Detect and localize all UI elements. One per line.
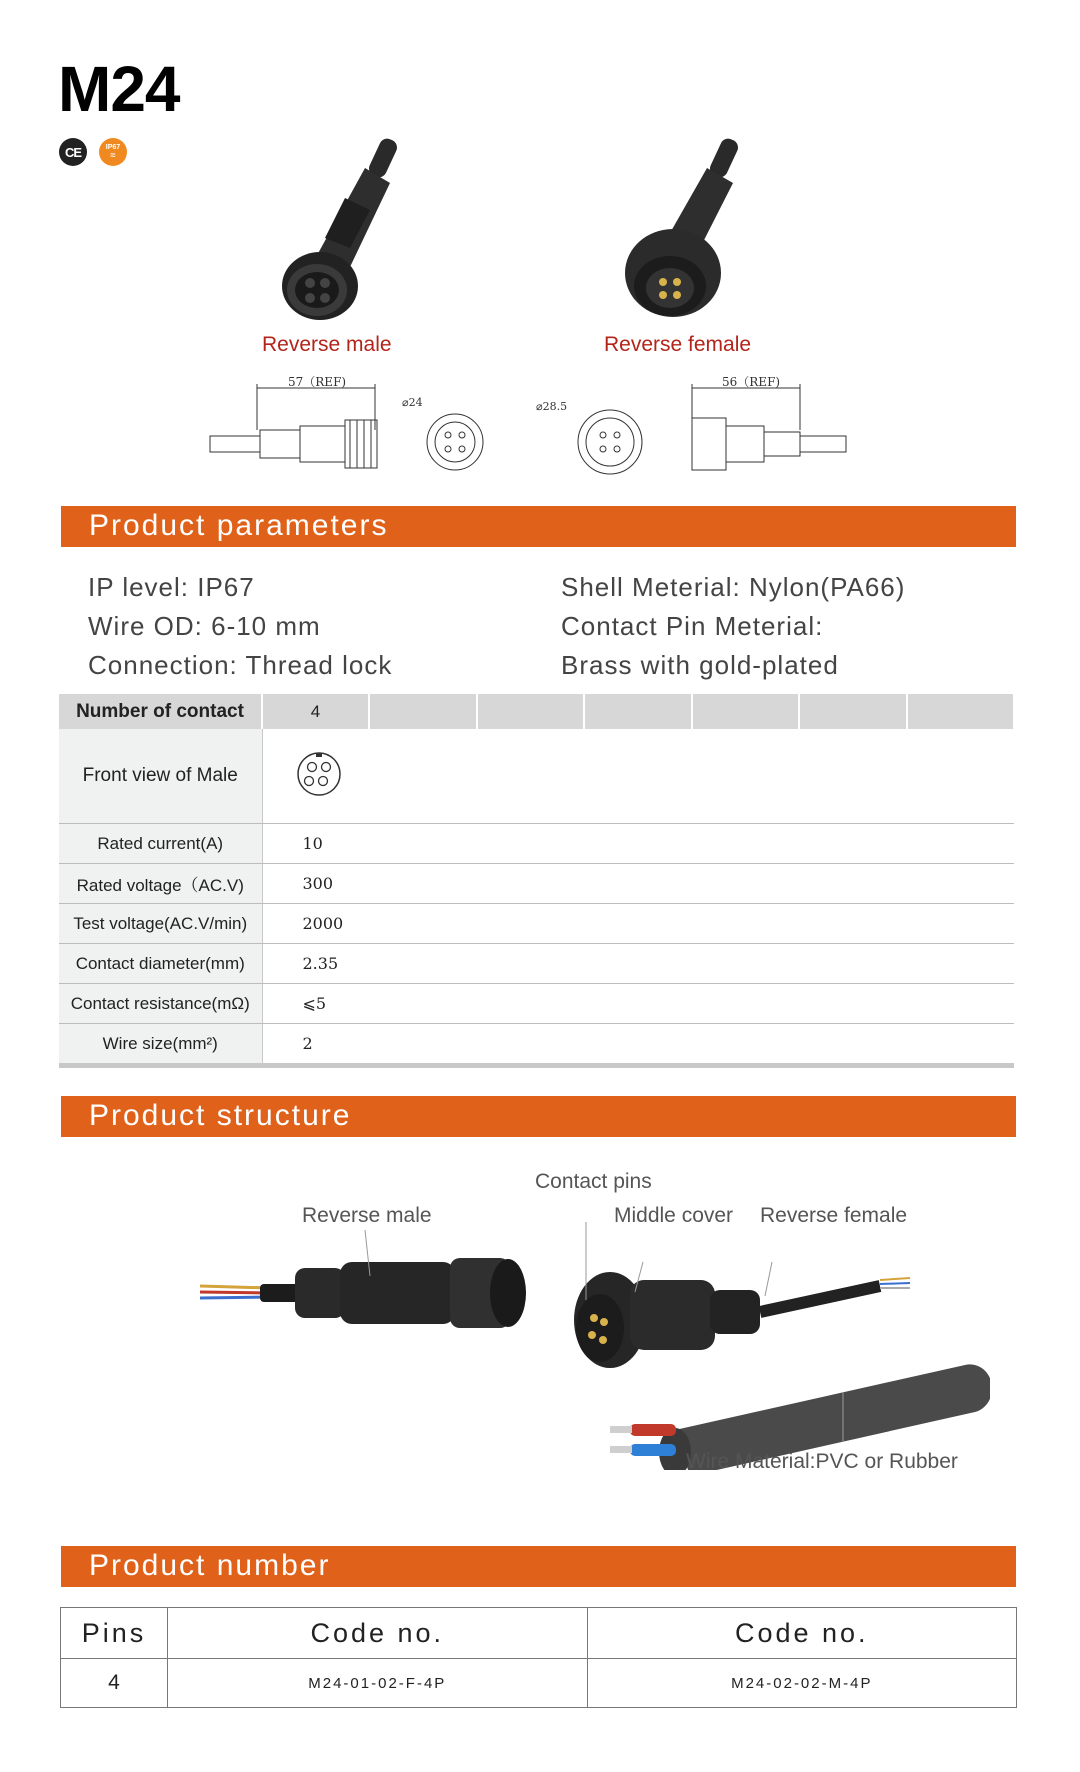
ce-mark-icon bbox=[59, 138, 87, 166]
param-wire-od: Wire OD: 6-10 mm bbox=[88, 611, 321, 641]
contacts-label: Number of contact bbox=[59, 694, 262, 729]
spec-value: 10 bbox=[262, 824, 1014, 864]
empty-cell bbox=[477, 694, 585, 729]
ce-mark-text: CE bbox=[64, 144, 82, 160]
code-value-male: M24-02-02-M-4P bbox=[587, 1659, 1016, 1708]
code-value-female: M24-01-02-F-4P bbox=[168, 1659, 588, 1708]
female-diameter-dim: ⌀28.5 bbox=[536, 400, 568, 413]
param-ip-level: IP level: IP67 bbox=[88, 572, 255, 602]
female-dimension-drawing bbox=[560, 370, 860, 480]
ip67-icon: IP67 ≈ bbox=[99, 138, 127, 166]
front-view-cell bbox=[262, 729, 1014, 824]
spec-table bbox=[59, 694, 1015, 1068]
spec-label: Test voltage(AC.V/min) bbox=[59, 904, 262, 944]
page-title: M24 bbox=[58, 53, 180, 125]
pins-value: 4 bbox=[61, 1659, 168, 1708]
empty-cell bbox=[584, 694, 692, 729]
reverse-male-photo bbox=[270, 138, 420, 338]
wire-material-label: Wire Material:PVC or Rubber bbox=[686, 1450, 958, 1473]
code-header-female: Code no. bbox=[168, 1608, 588, 1659]
structure-reverse-male-label: Reverse male bbox=[302, 1204, 432, 1227]
spec-value: 2000 bbox=[262, 904, 1014, 944]
ip67-text: IP67 bbox=[105, 144, 121, 151]
pins-header: Pins bbox=[61, 1608, 168, 1659]
contact-pins-label: Contact pins bbox=[535, 1170, 652, 1193]
spec-label: Rated current(A) bbox=[59, 824, 262, 864]
section-header-parameters bbox=[61, 506, 1016, 547]
section-title: Product parameters bbox=[89, 509, 389, 542]
empty-cell bbox=[907, 694, 1015, 729]
section-header-number bbox=[61, 1546, 1016, 1587]
contacts-value: 4 bbox=[262, 694, 369, 729]
spec-value: ⩽5 bbox=[262, 984, 1014, 1024]
spec-label: Wire size(mm²) bbox=[59, 1024, 262, 1066]
section-header-structure bbox=[61, 1096, 1016, 1137]
spec-value: 300 bbox=[262, 864, 1014, 904]
male-diameter-dim: ⌀24 bbox=[402, 396, 423, 409]
param-connection: Connection: Thread lock bbox=[88, 650, 393, 680]
spec-value: 2 bbox=[262, 1024, 1014, 1066]
section-title: Product structure bbox=[89, 1099, 352, 1132]
female-length-dim: 56（REF) bbox=[722, 375, 781, 389]
spec-row bbox=[59, 944, 1014, 984]
codes-row bbox=[61, 1659, 1017, 1708]
spec-row bbox=[59, 984, 1014, 1024]
male-pin-layout-icon bbox=[295, 751, 345, 797]
reverse-female-photo bbox=[615, 138, 765, 338]
param-pin-material: Contact Pin Meterial: bbox=[561, 611, 824, 641]
section-title: Product number bbox=[89, 1549, 331, 1582]
param-shell-material: Shell Meterial: Nylon(PA66) bbox=[561, 572, 906, 602]
empty-cell bbox=[692, 694, 800, 729]
codes-header-row bbox=[61, 1608, 1017, 1659]
param-pin-material-detail: Brass with gold-plated bbox=[561, 650, 839, 680]
product-number-table bbox=[60, 1607, 1017, 1708]
front-view-label: Front view of Male bbox=[59, 729, 262, 824]
reverse-female-label: Reverse female bbox=[604, 333, 752, 356]
middle-cover-label: Middle cover bbox=[614, 1204, 734, 1227]
spec-label: Contact resistance(mΩ) bbox=[59, 984, 262, 1024]
spec-row bbox=[59, 824, 1014, 864]
empty-cell bbox=[799, 694, 907, 729]
spec-row bbox=[59, 904, 1014, 944]
male-length-dim: 57（REF) bbox=[288, 375, 347, 389]
front-view-row bbox=[59, 729, 1014, 824]
spec-label: Contact diameter(mm) bbox=[59, 944, 262, 984]
spec-row bbox=[59, 1024, 1014, 1066]
spec-row bbox=[59, 864, 1014, 904]
spec-header-row bbox=[59, 694, 1014, 729]
empty-cell bbox=[369, 694, 477, 729]
code-header-male: Code no. bbox=[587, 1608, 1016, 1659]
spec-label: Rated voltage（AC.V) bbox=[59, 864, 262, 904]
male-dimension-drawing bbox=[205, 370, 495, 480]
spec-value: 2.35 bbox=[262, 944, 1014, 984]
structure-reverse-female-label: Reverse female bbox=[760, 1204, 908, 1227]
reverse-male-label: Reverse male bbox=[262, 333, 392, 356]
